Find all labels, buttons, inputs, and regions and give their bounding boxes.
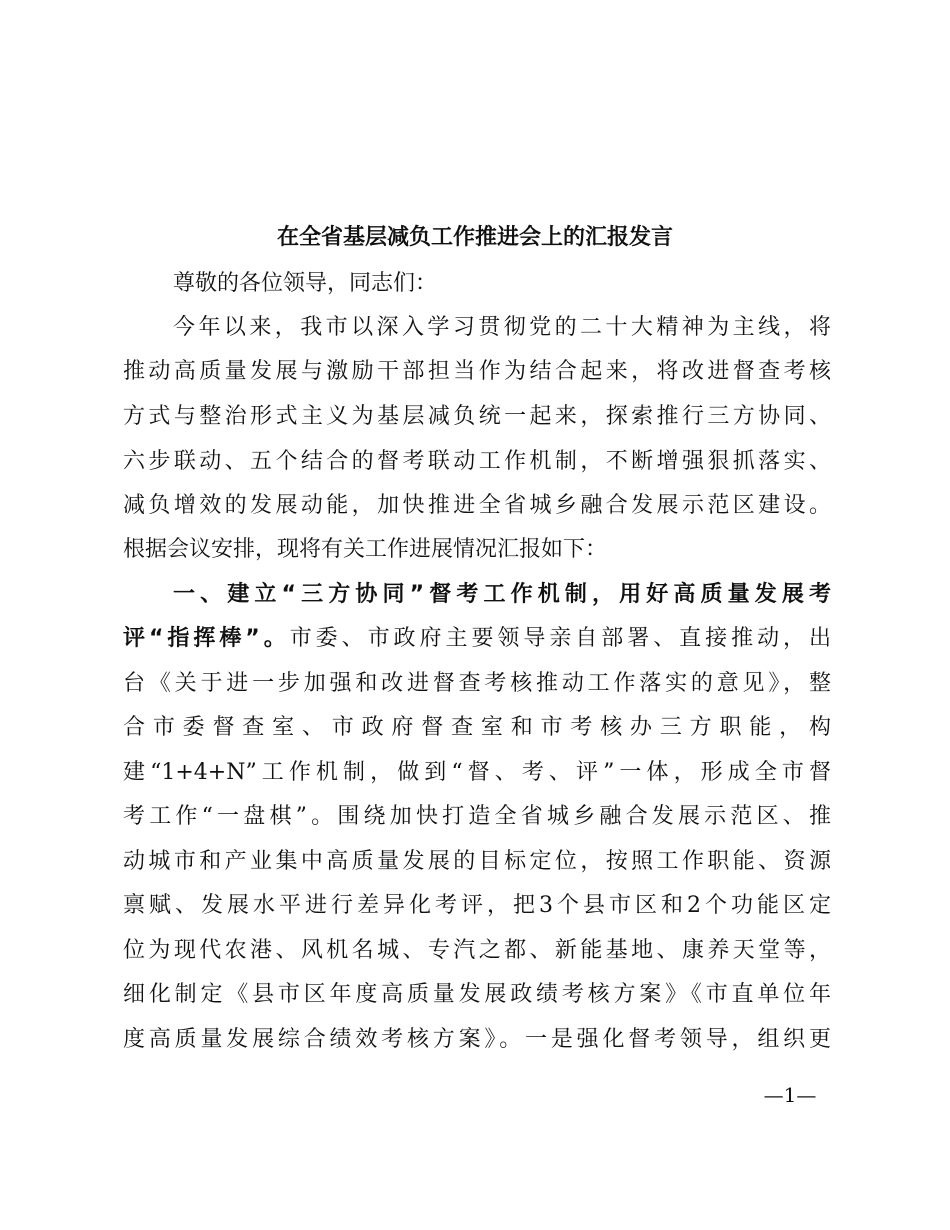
section1-line-4: 建“1+4+N”工作机制，做到“督、考、评”一体，形成全市督 (123, 760, 831, 785)
section1-line-1 (123, 617, 831, 661)
intro-line-3: 方式与整治形式主义为基层减负统一起来，探索推行三方协同、 (123, 404, 831, 429)
section1-line-6: 动城市和产业集中高质量发展的目标定位，按照工作职能、资源 (123, 849, 831, 874)
section1-line-3: 合市委督查室、市政府督查室和市考核办三方职能，构 (123, 715, 831, 740)
salutation: 尊敬的各位领导，同志们： (173, 271, 438, 296)
section1-line-10: 度高质量发展综合绩效考核方案》。一是强化督考领导，组织更 (123, 1027, 831, 1052)
page-number: —1— (763, 1083, 817, 1107)
section1-heading-line1: 一、建立“三方协同”督考工作机制，用好高质量发展考 (173, 582, 831, 607)
section1-heading-end: 评“指挥棒”。 (123, 626, 290, 651)
intro-line-5: 减负增效的发展动能，加快推进全省城乡融合发展示范区建设。 (123, 493, 831, 518)
document-title: 在全省基层减负工作推进会上的汇报发言 (276, 224, 673, 250)
section1-line-8: 位为现代农港、风机名城、专汽之都、新能基地、康养天堂等， (123, 938, 831, 963)
intro-line-4: 六步联动、五个结合的督考联动工作机制，不断增强狠抓落实、 (123, 449, 831, 474)
intro-line-6: 根据会议安排，现将有关工作进展情况汇报如下： (123, 537, 608, 562)
section1-line-9: 细化制定《县市区年度高质量发展政绩考核方案》《市直单位年 (123, 982, 831, 1007)
section1-line-7: 禀赋、发展水平进行差异化考评，把3个县市区和2个功能区定 (123, 893, 831, 918)
section1-line-2: 台《关于进一步加强和改进督查考核推动工作落实的意见》，整 (123, 671, 831, 696)
section1-line-5: 考工作“一盘棋”。围绕加快打造全省城乡融合发展示范区、推 (123, 804, 831, 829)
intro-line-2: 推动高质量发展与激励干部担当作为结合起来，将改进督查考核 (123, 359, 831, 384)
intro-line-1: 今年以来，我市以深入学习贯彻党的二十大精神为主线，将 (173, 315, 831, 340)
section1-line-1-text: 市委、市政府主要领导亲自部署、直接推动，出 (289, 626, 831, 651)
